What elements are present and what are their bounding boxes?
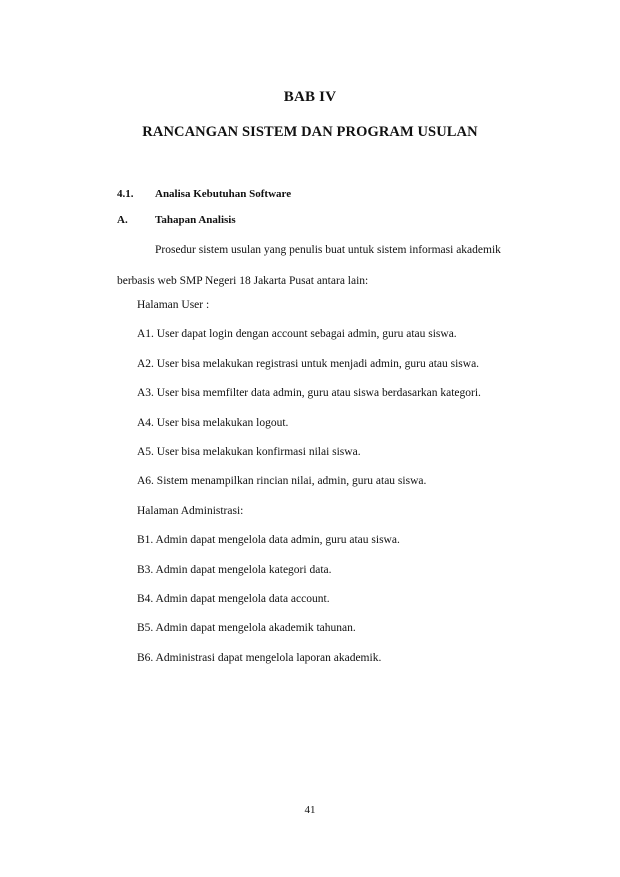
subsection-title: Tahapan Analisis [155,214,236,226]
list-item: A1. User dapat login dengan account sebagai admin, guru atau siswa. [137,328,457,341]
list-item: Halaman User : [137,299,210,311]
intro-paragraph-line-1: Prosedur sistem usulan yang penulis buat untuk sistem informasi akademik [155,244,501,256]
list-item: A6. Sistem menampilkan rincian nilai, admin, guru atau siswa. [137,475,427,488]
section-number: 4.1. [117,188,134,200]
list-item: B6. Administrasi dapat mengelola laporan akademik. [137,651,382,664]
page-number: 41 [304,804,316,816]
list-item: B5. Admin dapat mengelola akademik tahunan. [137,622,356,635]
list-item: A5. User bisa melakukan konfirmasi nilai siswa. [137,445,361,458]
list-item: Halaman Administrasi: [137,504,244,517]
section-title: Analisa Kebutuhan Software [155,188,292,200]
chapter-heading: BAB IV [283,89,337,105]
subsection-number: A. [117,214,128,226]
list-item: B3. Admin dapat mengelola kategori data. [137,563,332,576]
list-item: A4. User bisa melakukan logout. [137,416,289,429]
list-item: A3. User bisa memfilter data admin, guru atau siswa berdasarkan kategori. [137,387,481,400]
list-item: B1. Admin dapat mengelola data admin, guru atau siswa. [137,534,400,547]
requirements-list [137,298,481,680]
list-item: B4. Admin dapat mengelola data account. [137,592,330,605]
chapter-title: RANCANGAN SISTEM DAN PROGRAM USULAN [142,124,478,140]
intro-paragraph-line-2: berbasis web SMP Negeri 18 Jakarta Pusat antara lain: [117,275,369,287]
list-item: A2. User bisa melakukan registrasi untuk menjadi admin, guru atau siswa. [137,357,480,370]
